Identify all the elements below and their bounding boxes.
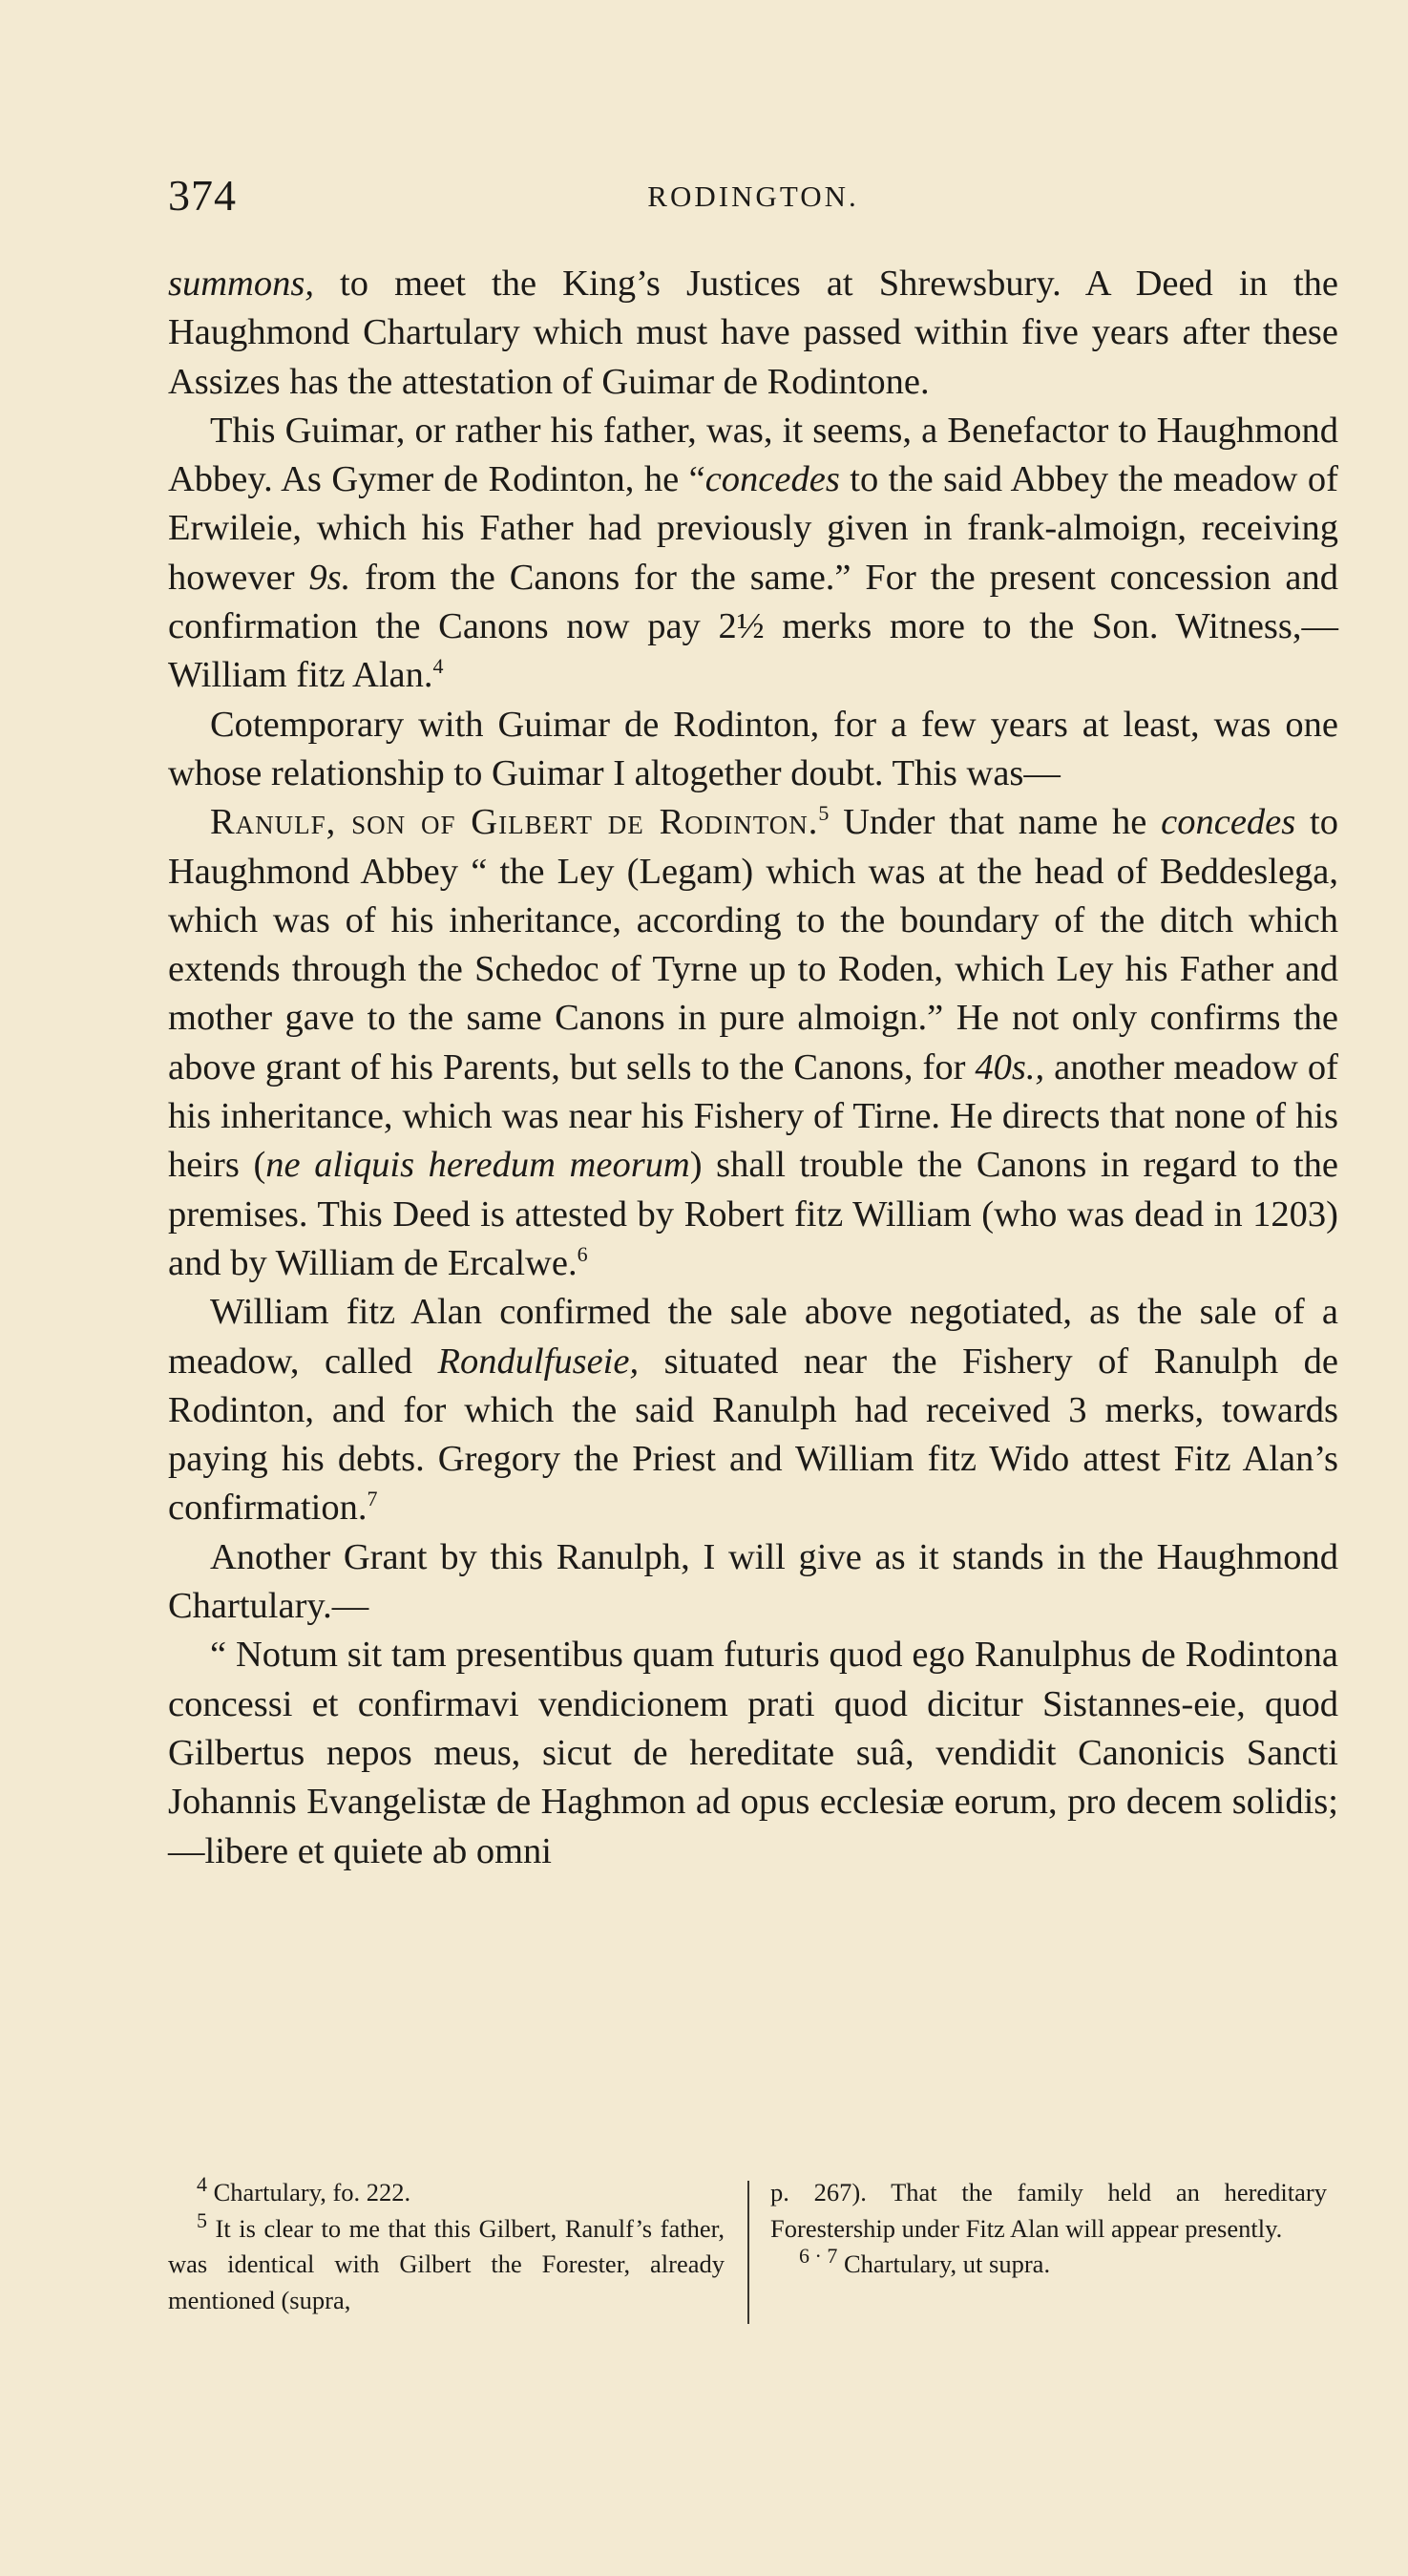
footnote (168, 2172, 725, 2211)
footnote (770, 2244, 1327, 2283)
footnote-text: Chartulary, ut supra. (837, 2249, 1051, 2278)
page-number: 374 (168, 171, 237, 220)
paragraph (168, 260, 1338, 407)
footnotes (168, 2172, 1338, 2347)
text-run: another meadow of his inheritance, which was near his Fishery of Tirne. He directs that none of his heirs ( (168, 1046, 1338, 1186)
footnote-text: It is clear to me that this Gilbert, Ranulf’s father, was identical with Gilbert the Forester, already mentioned (supra, (168, 2213, 725, 2314)
footnote-ref: 6 (577, 1242, 588, 1267)
italic-word: concedes (704, 459, 840, 500)
footnote-ref: 5 (818, 801, 830, 826)
paragraph: “ Notum sit tam presentibus quam futuris quod ego Ranulphus de Rodintona concessi et confirmavi vendicionem prati quod dicitur Sistannes-eie, quod Gilbertus nepos meus, sicut de hereditate suâ, vendidit Canonicis Sancti Johannis Evangelistæ de Haghmon ad opus ecclesiæ eorum, pro decem solidis;—libere et quiete ab omni (168, 1635, 1338, 1871)
footnote-column-right (770, 2175, 1327, 2283)
footnote-ref: 7 (367, 1487, 378, 1511)
italic-word: Rondulfuseie, (437, 1341, 640, 1382)
text-run: to the said Abbey the meadow of Erwileie, which his Father had previously given in frank-almoign, receiving however (168, 459, 1338, 598)
section-heading: Ranulf, son of Gilbert de Rodinton. (210, 802, 819, 843)
footnote-text: Chartulary, fo. 222. (207, 2178, 411, 2206)
text-run: to Haughmond Abbey “ the Ley (Legam) which was at the head of Beddeslega, which was of his inheritance, according to the boundary of the ditch which extends through the Schedoc of Tyrne up to Roden, which Ley his Father and mother gave to the same Canons in pure almoign.” He not only confirms the above grant of his Parents, but sells to the Canons, for (168, 802, 1338, 1087)
italic-word: concedes (1161, 802, 1296, 843)
italic-word: 9s. (308, 557, 351, 598)
paragraph: Another Grant by this Ranulph, I will give as it stands in the Haughmond Chartulary.— (168, 1536, 1338, 1627)
footnote-continuation: p. 267). That the family held an hereditary Forestership under Fitz Alan will appear presently. (770, 2178, 1327, 2243)
text-run: ) shall trouble the Canons in regard to the premises. This Deed is attested by Robert fitz William (who was dead in 1203) and by William de Ercalwe. (168, 1145, 1339, 1283)
text-run: situated near the Fishery of Ranulph de Rodinton, and for which the said Ranulph had received 3 merks, towards paying his debts. Gregory the Priest and William fitz Wido attest Fitz Alan’s confirmation. (168, 1341, 1338, 1529)
footnote-mark: 6 · 7 (799, 2244, 838, 2269)
text-run: from the Canons for the same.” For the present concession and confirmation the Canons now pay 2½ merks more to the Son. Witness,—William fitz Alan. (168, 557, 1338, 696)
column-divider (747, 2181, 749, 2324)
paragraph: Cotemporary with Guimar de Rodinton, for a few years at least, was one whose relationship to Guimar I altogether doubt. This was— (168, 704, 1338, 793)
paragraph (168, 798, 1338, 1288)
body-text (168, 260, 1338, 1876)
footnote-mark: 4 (197, 2172, 207, 2197)
text-run: This Guimar, or rather his father, was, it seems, a Benefactor to Haughmond Abbey. As Gymer de Rodinton, he “ (168, 410, 1338, 500)
footnote-column-left (168, 2172, 725, 2318)
italic-word: 40s., (975, 1046, 1045, 1087)
text-run: to meet the King’s Justices at Shrewsbury. A Deed in the Haughmond Chartulary which must have passed within five years after these Assizes has the attestation of Guimar de Rodintone. (168, 264, 1338, 402)
footnote-mark: 5 (197, 2207, 207, 2232)
footnote-ref: 4 (432, 654, 444, 679)
text-run: William fitz Alan confirmed the sale above negotiated, as the sale of a meadow, called (168, 1292, 1338, 1382)
running-title: RODINGTON. (647, 179, 859, 213)
italic-word: summons, (168, 264, 314, 304)
paragraph (168, 407, 1338, 701)
italic-phrase: ne aliquis heredum meorum (265, 1145, 690, 1186)
running-head (168, 170, 1338, 227)
text-run: Under that name he (829, 802, 1162, 843)
paragraph (168, 1288, 1338, 1532)
footnote (168, 2207, 725, 2319)
